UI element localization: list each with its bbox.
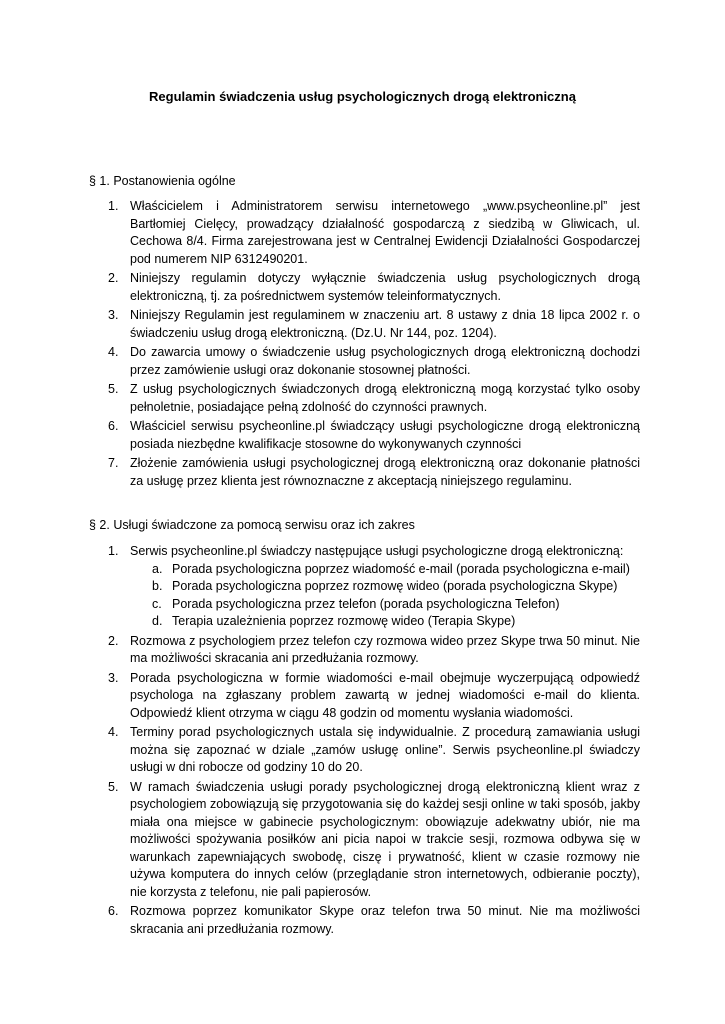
list-item: 2. Niniejszy regulamin dotyczy wyłącznie świadczenia usług psychologicznych drogą elektroniczną, tj. za pośrednictwem systemów teleinformatycznych.: [108, 271, 640, 303]
list-item: 5. Z usług psychologicznych świadczonych drogą elektroniczną mogą korzystać tylko osoby pełnoletnie, posiadające pełną zdolność do czynności prawnych.: [108, 382, 640, 414]
section-1-heading: § 1. Postanowienia ogólne: [89, 174, 236, 188]
list-item: 4. Terminy porad psychologicznych ustala się indywidualnie. Z procedurą zamawiania usługi można się zapoznać w dziale „zamów usługę online”. Serwis psycheonline.pl świadczy usługi w dni robocze od godziny 10 do 20.: [108, 725, 640, 774]
list-item: 3. Porada psychologiczna w formie wiadomości e-mail obejmuje wyczerpującą odpowiedź psychologa na zgłaszany problem zawartą w jednej wiadomości e-mail do klienta. Odpowiedź klient otrzyma w ciągu 48 godzin od momentu wysłania wiadomości.: [108, 670, 640, 720]
list-item: 1. Serwis psycheonline.pl świadczy następujące usługi psychologiczne drogą elektroniczną: a. Porada psychologiczna poprzez wiadomość e-mail (porada psychologiczna e-mail) b. Porada psychologiczna poprzez rozmowę wideo (porada psychologiczna Skype) c. Porada psychologiczna przez telefon (porada psychologiczna Telefon) d. Terapia uzależnienia poprzez rozmowę wideo (Terapia Skype): [108, 543, 640, 631]
list-item: 6. Właściciel serwisu psycheonline.pl świadczący usługi psychologiczne drogą elektroniczną posiada niezbędne kwalifikacje stosowne do wykonywanych czynności: [108, 419, 640, 451]
sublist-item: c. Porada psychologiczna przez telefon (porada psychologiczna Telefon): [152, 596, 560, 611]
section-1-list: [108, 198, 640, 492]
list-item: 4. Do zawarcia umowy o świadczenie usług psychologicznych drogą elektroniczną dochodzi przez zamówienie usługi oraz dokonanie stosownej płatności.: [108, 345, 640, 377]
list-item: 1. Właścicielem i Administratorem serwisu internetowego „www.psycheonline.pl” jest Bartłomiej Cielęcy, prowadzący działalność gospodarczą z siedzibą w Gliwicach, ul. Cechowa 8/4. Firma zarejestrowana jest w Centralnej Ewidencji Działalności Gospodarczej pod numerem NIP 6312490201.: [108, 199, 640, 266]
sublist-item: b. Porada psychologiczna poprzez rozmowę wideo (porada psychologiczna Skype): [152, 579, 618, 593]
sublist-item: d. Terapia uzależnienia poprzez rozmowę wideo (Terapia Skype): [152, 614, 516, 628]
list-item: 6. Rozmowa poprzez komunikator Skype oraz telefon trwa 50 minut. Nie ma możliwości skracania ani przedłużania rozmowy.: [108, 904, 640, 936]
sublist: [130, 561, 640, 631]
list-item: 5. W ramach świadczenia usługi porady psychologicznej drogą elektroniczną klient wraz z psychologiem zobowiązują się przygotowania się do każdej sesji online w taki sposób, jakby miała ona miejsce w gabinecie psychologicznym: obowiązuje adekwatny ubiór, nie ma możliwości spożywania posiłków ani picia napoi w trakcie sesji, rozmowa odbywa się w warunkach zapewniających swobodę, ciszę i prywatność, klient w czasie rozmowy nie używa komputera do innych celów (przeglądanie stron internetowych, odbieranie poczty), nie korzysta z telefonu, nie pali papierosów.: [108, 779, 640, 899]
sublist-item: a. Porada psychologiczna poprzez wiadomość e-mail (porada psychologiczna e-mail): [152, 561, 630, 576]
section-2-heading: § 2. Usługi świadczone za pomocą serwisu oraz ich zakres: [89, 518, 415, 532]
list-item: 3. Niniejszy Regulamin jest regulaminem w znaczeniu art. 8 ustawy z dnia 18 lipca 2002 r. o świadczeniu usług drogą elektroniczną. (Dz.U. Nr 144, poz. 1204).: [108, 308, 640, 340]
document-title: Regulamin świadczenia usług psychologicznych drogą elektroniczną: [149, 89, 576, 104]
list-item: 7. Złożenie zamówienia usługi psychologicznej drogą elektroniczną oraz dokonanie płatności za usługę przez klienta jest równoznaczne z akceptacją niniejszego regulaminu.: [108, 456, 640, 488]
list-item: 2. Rozmowa z psychologiem przez telefon czy rozmowa wideo przez Skype trwa 50 minut. Nie ma możliwości skracania ani przedłużania rozmowy.: [108, 633, 640, 665]
section-2-list: [108, 543, 640, 940]
